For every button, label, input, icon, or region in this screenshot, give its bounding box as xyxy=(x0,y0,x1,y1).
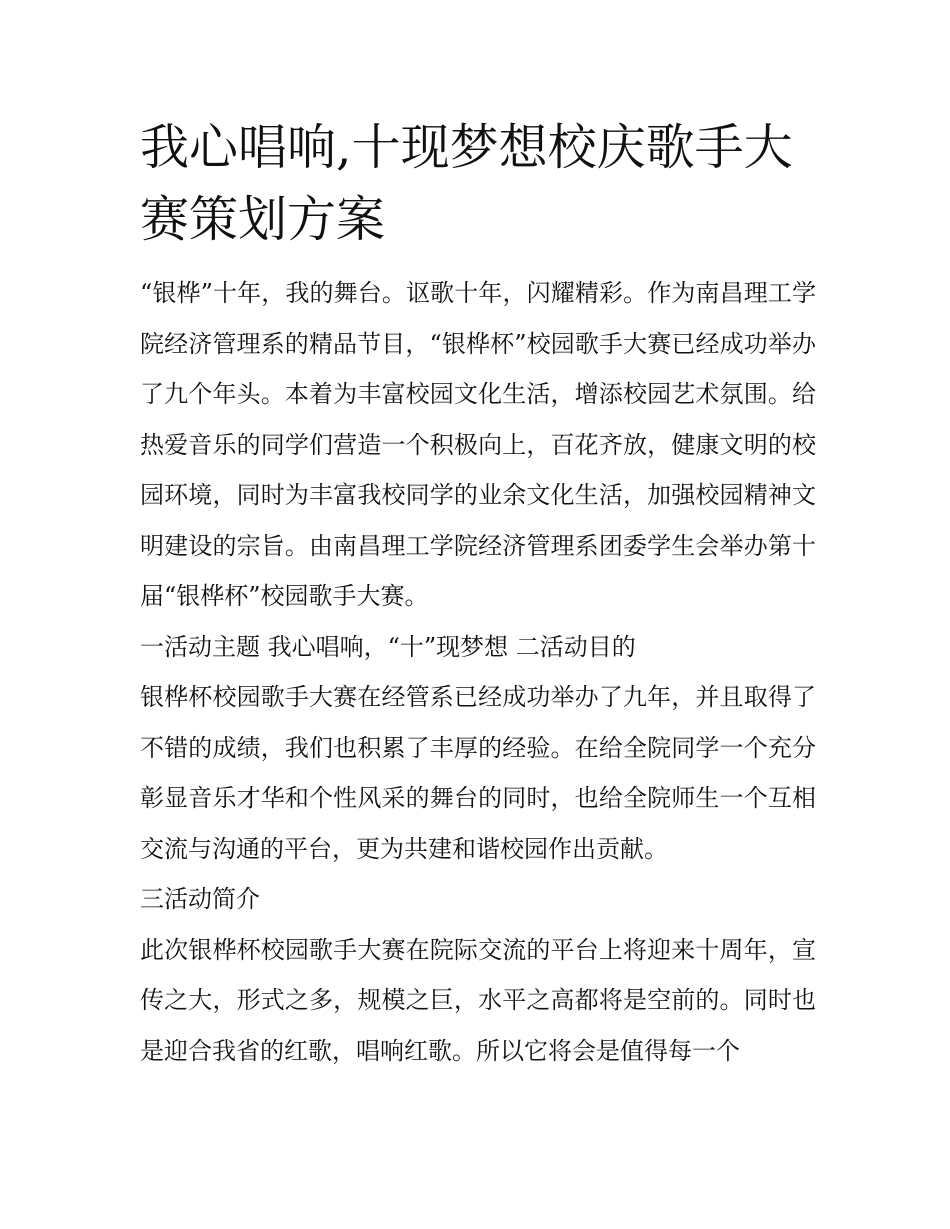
summary-paragraph: 此次银桦杯校园歌手大赛在院际交流的平台上将迎来十周年，宣传之大，形式之多，规模之巨，水平之高都将是空前的。同时也是迎合我省的红歌，唱响红歌。所以它将会是值得每一个 xyxy=(140,935,816,1065)
document-title: 我心唱响,十现梦想校庆歌手大赛策划方案 xyxy=(140,119,793,248)
section-heading-summary: 三活动简介 xyxy=(140,885,260,913)
intro-paragraph: “银桦”十年，我的舞台。讴歌十年，闪耀精彩。作为南昌理工学院经济管理系的精品节目，“银桦杯”校园歌手大赛已经成功举办了九个年头。本着为丰富校园文化生活，增添校园艺术氛围。给热爱音乐的同学们营造一个积极向上，百花齐放，健康文明的校园环境，同时为丰富我校同学的业余文化生活，加强校园精神文明建设的宗旨。由南昌理工学院经济管理系团委学生会举办第十届“银桦杯”校园歌手大赛。 xyxy=(140,279,816,610)
document-page xyxy=(140,112,816,1076)
purpose-paragraph: 银桦杯校园歌手大赛在经管系已经成功举办了九年，并且取得了不错的成绩，我们也积累了丰厚的经验。在给全院同学一个充分彰显音乐才华和个性风采的舞台的同时，也给全院师生一个互相交流与沟通的平台，更为共建和谐校园作出贡献。 xyxy=(140,683,816,863)
section-heading-theme-purpose: 一活动主题 我心唱响，“十”现梦想 二活动目的 xyxy=(140,632,636,661)
